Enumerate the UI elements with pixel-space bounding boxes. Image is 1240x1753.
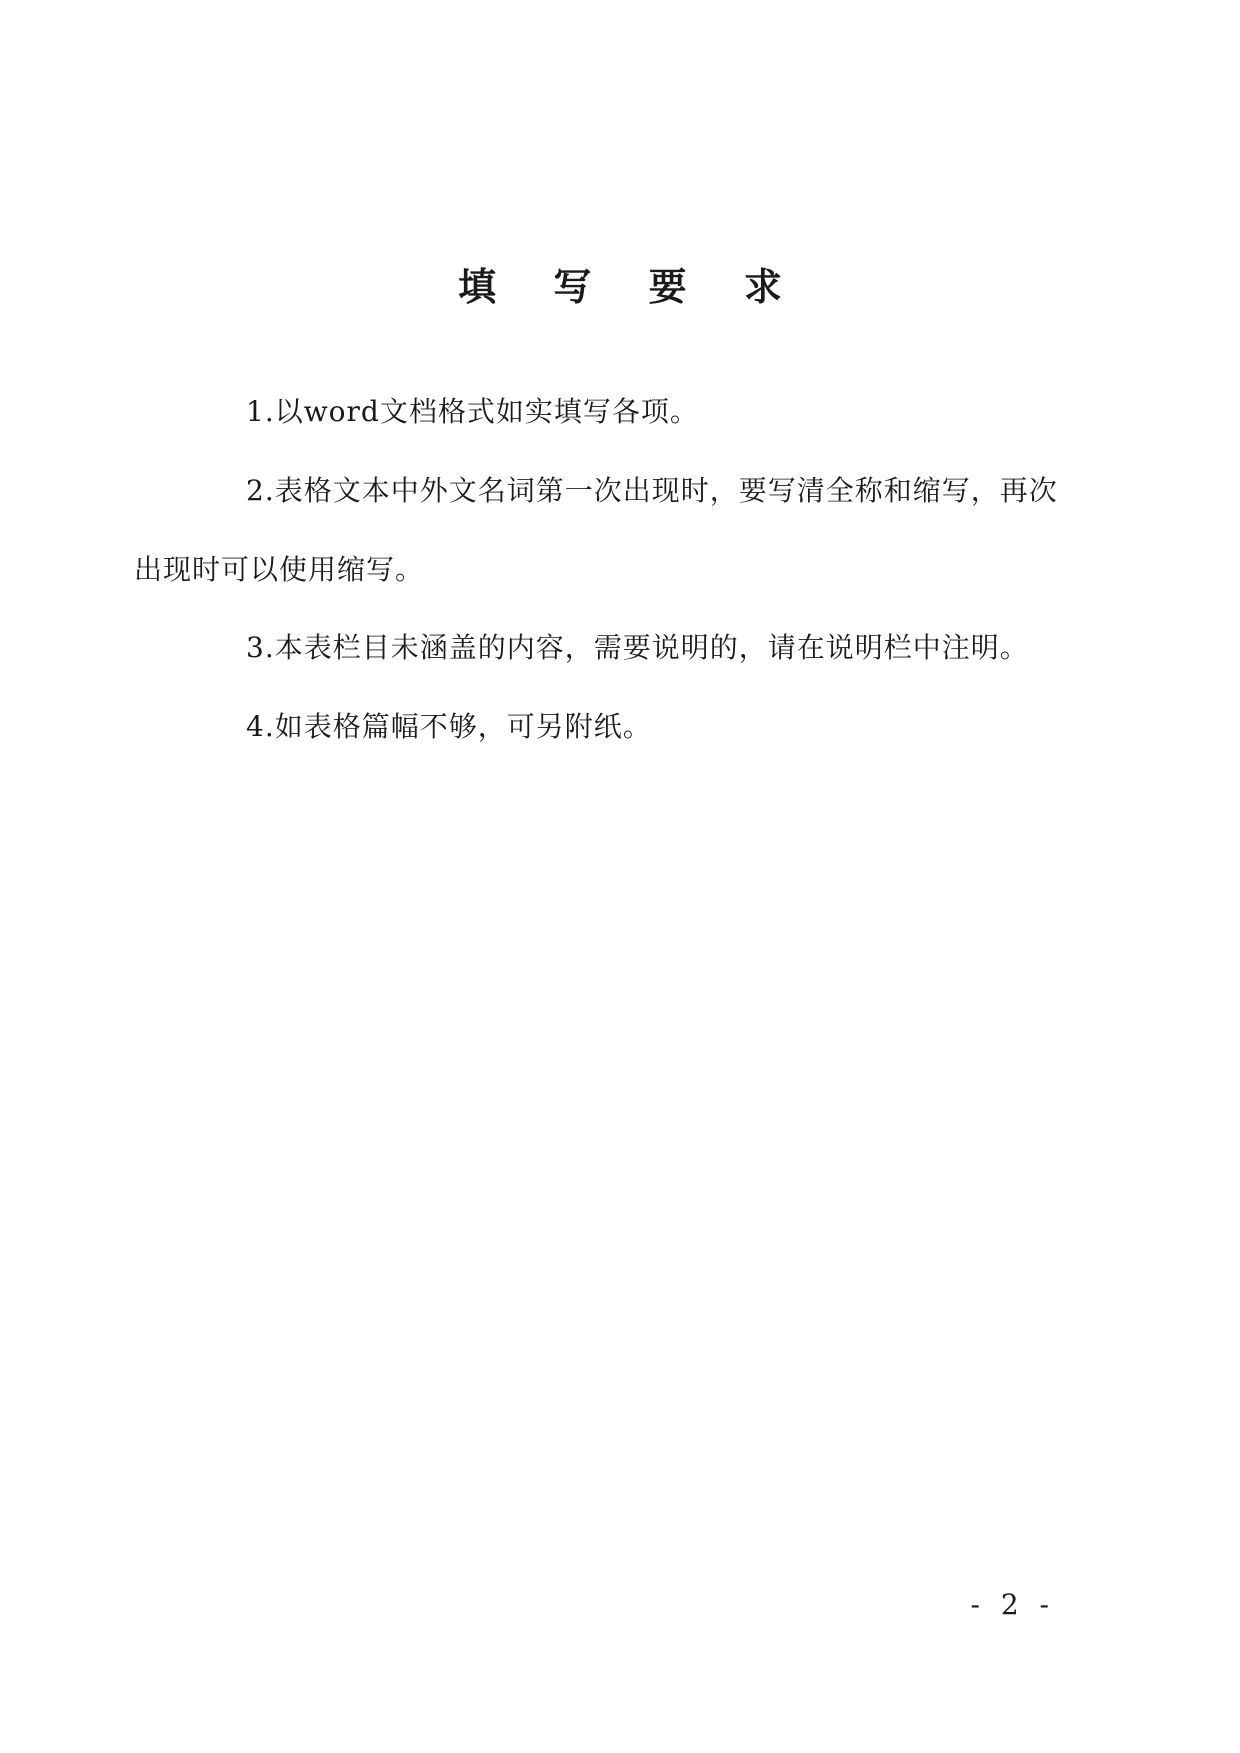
requirement-item-2 [134, 471, 1060, 590]
requirements-list [134, 392, 1060, 747]
requirement-item-2-line-1: 2.表格文本中外文名词第一次出现时，要写清全称和缩写，再次 [246, 474, 1058, 507]
requirement-item-3: 3.本表栏目未涵盖的内容，需要说明的，请在说明栏中注明。 [246, 631, 1029, 664]
requirement-item-1: 1.以word文档格式如实填写各项。 [246, 395, 699, 428]
page-number: - 2 - [970, 1588, 1055, 1621]
requirement-item-2-line-2: 出现时可以使用缩写。 [134, 553, 425, 586]
requirement-item-4: 4.如表格篇幅不够，可另附纸。 [246, 710, 652, 743]
page-title: 填 写 要 求 [458, 265, 804, 309]
